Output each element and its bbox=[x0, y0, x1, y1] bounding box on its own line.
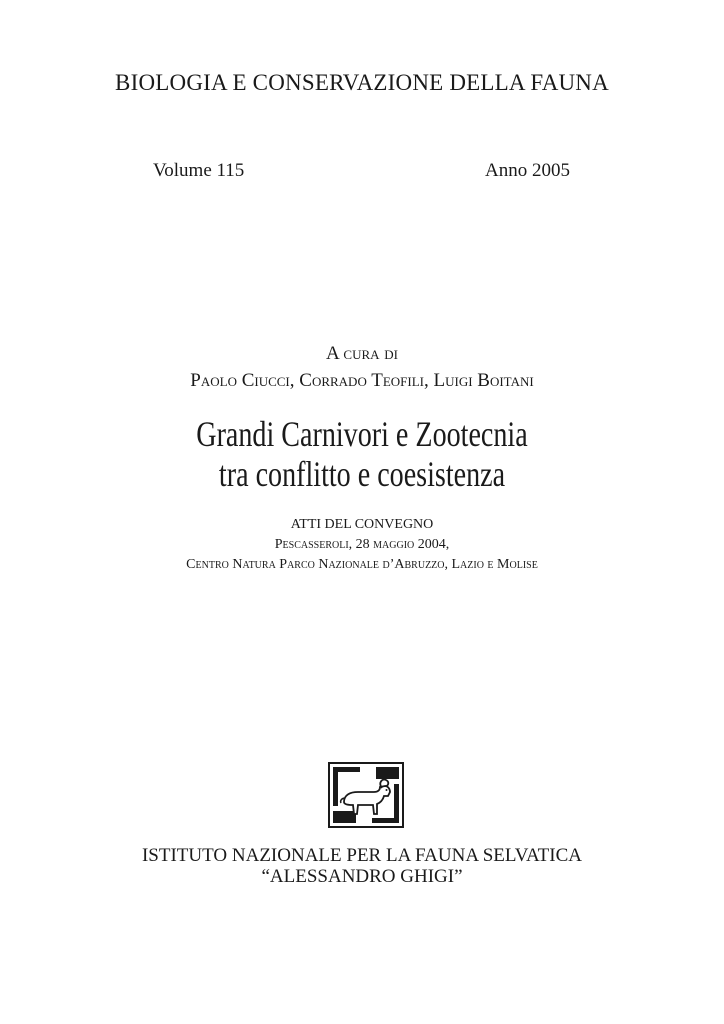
volume-number: Volume 115 bbox=[153, 160, 245, 181]
ram-emblem-icon bbox=[328, 762, 404, 828]
conference-place-date: Pescasseroli, 28 maggio 2004, bbox=[274, 537, 450, 552]
book-title-line-2: tra conflitto e coesistenza bbox=[218, 454, 506, 494]
publisher-subtitle: “ALESSANDRO GHIGI” bbox=[261, 866, 463, 887]
book-title-line-1: Grandi Carnivori e Zootecnia bbox=[196, 414, 528, 454]
publisher-name: ISTITUTO NAZIONALE PER LA FAUNA SELVATICA bbox=[141, 845, 582, 866]
proceedings-heading: ATTI DEL CONVEGNO bbox=[290, 517, 434, 532]
editors-names: Paolo Ciucci, Corrado Teofili, Luigi Boitani bbox=[190, 370, 534, 391]
publication-year: Anno 2005 bbox=[485, 160, 570, 181]
conference-venue: Centro Natura Parco Nazionale d’Abruzzo, Lazio e Molise bbox=[186, 557, 538, 572]
editors-label: A cura di bbox=[325, 343, 398, 364]
series-title: BIOLOGIA E CONSERVAZIONE DELLA FAUNA bbox=[115, 70, 609, 95]
